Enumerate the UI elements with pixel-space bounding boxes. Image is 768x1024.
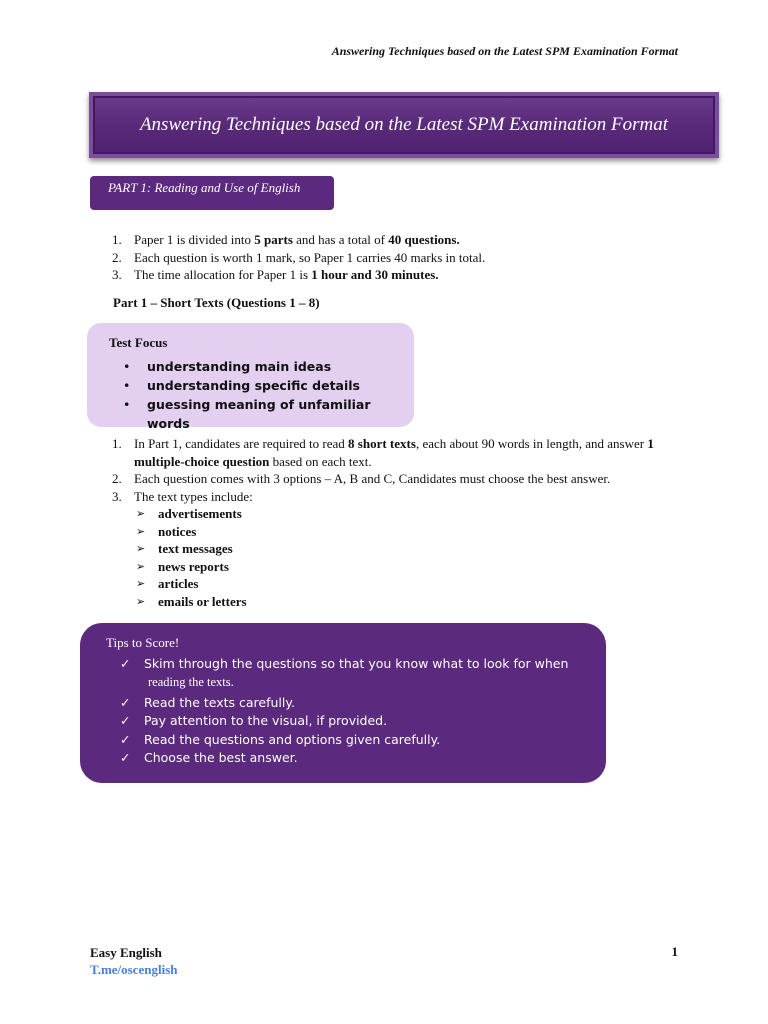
item-text bbox=[134, 435, 694, 470]
arrow-bullet-icon: ➢ bbox=[136, 577, 146, 591]
tip-item bbox=[106, 655, 606, 674]
tip-item bbox=[106, 731, 606, 750]
bold-text: 1 multiple-choice question bbox=[134, 436, 654, 469]
text-type-item bbox=[136, 575, 247, 593]
tip-text: Skim through the questions so that you know what to look for when bbox=[144, 656, 569, 671]
title-banner bbox=[89, 92, 719, 158]
test-focus-list bbox=[109, 357, 414, 433]
text-type-item bbox=[136, 558, 247, 576]
text-type-label: notices bbox=[158, 523, 197, 539]
item-number: 1. bbox=[112, 232, 122, 247]
item-text bbox=[134, 266, 694, 284]
checkmark-icon: ✓ bbox=[120, 713, 131, 728]
tips-title: Tips to Score! bbox=[106, 635, 180, 650]
bold-text: 1 hour and 30 minutes. bbox=[311, 267, 439, 282]
text-run: In Part 1, candidates are required to read bbox=[134, 436, 349, 451]
section-heading: Part 1 – Short Texts (Questions 1 – 8) bbox=[113, 295, 320, 310]
text-types-list bbox=[136, 505, 247, 611]
list-item bbox=[112, 488, 694, 506]
arrow-bullet-icon: ➢ bbox=[136, 594, 146, 608]
tip-text: Read the texts carefully. bbox=[144, 694, 295, 710]
item-number: 3. bbox=[112, 267, 122, 282]
bullet-icon: • bbox=[123, 359, 131, 374]
tip-text: Read the questions and options given carefully. bbox=[144, 731, 441, 747]
tip-text: Pay attention to the visual, if provided. bbox=[144, 713, 388, 728]
text-run: Paper 1 is divided into bbox=[134, 232, 255, 247]
focus-item-text: understanding main ideas bbox=[147, 359, 332, 374]
text-type-label: emails or letters bbox=[158, 593, 247, 609]
banner-title: Answering Techniques based on the Latest SPM Examination Format bbox=[139, 114, 669, 135]
bullet-icon: • bbox=[123, 378, 131, 393]
list-item bbox=[112, 231, 694, 249]
item-number: 2. bbox=[112, 471, 122, 486]
list-item bbox=[112, 249, 694, 267]
list-item bbox=[112, 435, 694, 470]
text-type-label: news reports bbox=[158, 558, 229, 574]
text-run: The time allocation for Paper 1 is bbox=[134, 267, 312, 282]
item-text bbox=[134, 488, 694, 506]
tip-text: Choose the best answer. bbox=[144, 750, 298, 765]
footer-brand: Easy English bbox=[90, 945, 162, 960]
test-focus-title: Test Focus bbox=[109, 335, 168, 350]
item-text bbox=[134, 249, 694, 267]
tips-list bbox=[106, 655, 606, 768]
list-item bbox=[112, 470, 694, 488]
bold-text: 40 questions. bbox=[388, 232, 460, 247]
arrow-bullet-icon: ➢ bbox=[136, 542, 146, 556]
part-label: PART 1: Reading and Use of English bbox=[90, 176, 334, 210]
footer bbox=[90, 944, 178, 978]
text-run: and has a total of bbox=[292, 232, 389, 247]
tip-item bbox=[106, 712, 606, 731]
tip-continuation: reading the texts. bbox=[148, 674, 234, 689]
instructions-list bbox=[112, 435, 694, 505]
bullet-icon: • bbox=[123, 397, 131, 412]
item-number: 2. bbox=[112, 249, 122, 265]
text-run: , each about 90 words in length, and answer bbox=[415, 436, 648, 451]
item-text bbox=[134, 231, 694, 249]
text-run: The text types include: bbox=[134, 488, 253, 504]
text-type-item bbox=[136, 540, 247, 558]
text-type-item bbox=[136, 593, 247, 611]
focus-item-text: guessing meaning of unfamiliar words bbox=[147, 397, 371, 431]
text-type-item bbox=[136, 523, 247, 541]
tips-box bbox=[80, 623, 606, 783]
checkmark-icon: ✓ bbox=[120, 656, 131, 671]
test-focus-box bbox=[87, 323, 414, 431]
text-type-item bbox=[136, 505, 247, 523]
text-run: Each question comes with 3 options – A, B and C, Candidates must choose the best answer. bbox=[134, 471, 611, 486]
text-type-label: text messages bbox=[158, 541, 233, 557]
text-run: Each question is worth 1 mark, so Paper 1 carries 40 marks in total. bbox=[134, 249, 486, 265]
list-item bbox=[112, 266, 694, 284]
bold-text: 8 short texts bbox=[348, 436, 416, 451]
text-type-label: advertisements bbox=[158, 506, 242, 521]
focus-item bbox=[109, 376, 414, 395]
checkmark-icon: ✓ bbox=[120, 694, 131, 710]
text-type-label: articles bbox=[158, 576, 199, 592]
checkmark-icon: ✓ bbox=[120, 731, 131, 747]
bold-text: 5 parts bbox=[254, 232, 293, 247]
paper-info-list bbox=[112, 231, 694, 284]
tip-item bbox=[106, 694, 606, 713]
page-number: 1 bbox=[671, 944, 678, 959]
running-header: Answering Techniques based on the Latest SPM Examination Format bbox=[331, 44, 678, 58]
focus-item bbox=[109, 395, 414, 433]
item-text bbox=[134, 470, 694, 488]
item-number: 1. bbox=[112, 436, 122, 451]
item-number: 3. bbox=[112, 488, 122, 504]
arrow-bullet-icon: ➢ bbox=[136, 507, 146, 520]
footer-link[interactable]: T.me/oscenglish bbox=[90, 962, 178, 977]
tip-item bbox=[106, 749, 606, 768]
arrow-bullet-icon: ➢ bbox=[136, 559, 146, 573]
focus-item-text: understanding specific details bbox=[147, 378, 361, 393]
focus-item bbox=[109, 357, 414, 376]
arrow-bullet-icon: ➢ bbox=[136, 524, 146, 538]
text-run: based on each text. bbox=[269, 453, 372, 469]
checkmark-icon: ✓ bbox=[120, 750, 131, 765]
